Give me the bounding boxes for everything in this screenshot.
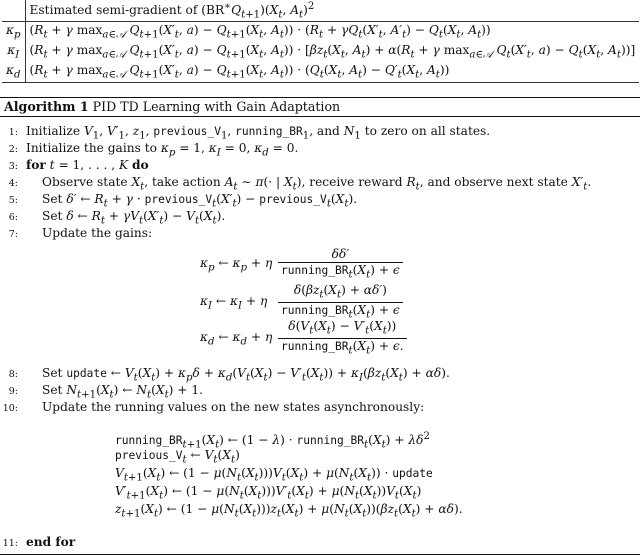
line-number: 1: — [8, 127, 18, 138]
line-number: 3: — [8, 161, 18, 172]
algorithm-label: Algorithm 1 — [4, 99, 89, 114]
table-row-ki — [2, 42, 639, 62]
line-number: 11: — [2, 538, 18, 549]
table-row-kd — [2, 62, 639, 83]
algorithm-caption — [4, 99, 340, 114]
algo-line-5: 5: Set δ′ ← $R_t + \gamma$ · $previous\_V_t(X'_t)$ − $previous\_V_t(X_t)$. — [0, 191, 357, 207]
table-row-kp — [2, 22, 639, 43]
running-update-5: $z_{t+1}(X_t)$ ← $(1 - \mu(N_t(X_t)))z_t(X_t) + \mu(N_t(X_t))(\beta z_t(X_t) + \alpha\delta)$. — [115, 502, 463, 520]
algo-line-4: 4: Observe state $X_t$, take action $A_t$ ∼ π(· | $X_t$), receive reward $R_t$, and observe next state $X'_t$. — [0, 174, 591, 190]
algorithm-title: PID TD Learning with Gain Adaptation — [92, 99, 341, 114]
running-update-2: $previous\_V_t$ ← $V_t(X_t)$ — [115, 448, 240, 466]
running-update-3: $V_{t+1}(X_t)$ ← $(1 - \mu(N_t(X_t)))V_t(X_t) + \mu(N_t(X_t))$ · update — [115, 466, 433, 484]
algo-line-9: 9: Set $N_{t+1}(X_t)$ ← $N_t(X_t) + 1$. — [0, 382, 203, 398]
running-update-1: $running\_BR_{t+1}(X_t)$ ← $(1 - \lambda) \cdot running\_BR_t(X_t) + \lambda\delta^2$ — [115, 431, 430, 451]
symbol-kappa-d: $\kappa_d$ — [2, 62, 25, 83]
semi-gradient-table — [2, 0, 639, 83]
algo-line-7: 7: Update the gains: — [0, 225, 152, 241]
algo-line-11: 11: end for — [0, 534, 75, 550]
expr-kappa-d: ($R_t + \gamma$ $\max_{a\in 𝒜} Q_{t+1}(X'_t$, $a) - Q_{t+1}(X_t$, $A_t)) \cdot (Q_t(X_t$, $A_t) - Q'_t(X_t$, $A_t$)) — [25, 62, 639, 83]
symbol-kappa-p: $\kappa_p$ — [2, 22, 25, 43]
expr-kappa-p: ($R_t + \gamma$ $\max_{a\in 𝒜} Q_{t+1}(X'_t$, $a) - Q_{t+1}(X_t$, $A_t)) \cdot (R_t + \gamma Q_t(X'_t$, $A'_t) - Q_t(X_t$, $A_t$)) — [29, 22, 491, 41]
symbol-kappa-i: $\kappa_I$ — [2, 42, 25, 62]
algo-line-8: 8: Set update ← $V_t(X_t) + \kappa_p\delta + \kappa_d(V_t(X_t) - V'_t(X_t)) + \kappa_I(\beta z_t(X_t) + \alpha\delta)$. — [0, 365, 450, 381]
algo-line-2: 2: Initialize the gains to $\kappa_p = 1$, $\kappa_I = 0$, $\kappa_d = 0$. — [0, 140, 298, 156]
gain-update-ki: $\kappa_I$ ← $\kappa_I + \eta$ $\frac{\delta(\beta z_t(X_t) + \alpha\delta')}{running\_BR_t(X_t) + \epsilon}$ — [200, 283, 403, 323]
algo-line-1: 1: Initialize $V_1$, $V'_1$, $z_1$, $previous\_V_1$, $running\_BR_1$, and $N_1$ to zero on all states. — [0, 123, 490, 139]
algorithm-caption-rule — [0, 116, 640, 117]
gain-update-kd: $\kappa_d$ ← $\kappa_d + \eta$ $\frac{\delta(V_t(X_t) - V'_t(X_t))}{running\_BR_t(X_t) + \epsilon.}$ — [200, 319, 407, 359]
line-number: 2: — [8, 144, 18, 155]
algorithm-box — [0, 97, 640, 555]
algorithm-top-rule — [0, 97, 640, 98]
table-header: Estimated semi-gradient of $(BR^∗Q_{t+1})(X_t$, $A_t)^2$ — [25, 0, 639, 22]
line-number: 10: — [2, 403, 18, 414]
running-update-4: $V'_{t+1}(X_t)$ ← $(1 - \mu(N_t(X_t)))V'_t(X_t) + \mu(N_t(X_t))V_t(X_t)$ — [115, 484, 422, 502]
line-number: 9: — [8, 386, 18, 397]
line-number: 6: — [8, 212, 18, 223]
line-number: 5: — [8, 195, 18, 206]
algo-line-10: 10: Update the running values on the new states asynchronously: — [0, 399, 424, 415]
algo-line-3: 3: for t = 1, . . . , K do — [0, 157, 149, 173]
gain-update-kp: $\kappa_p$ ← $\kappa_p + \eta$ $\frac{\delta\delta'}{running\_BR_t(X_t) + \epsilon}$ — [200, 247, 403, 282]
expr-kappa-i: ($R_t + \gamma$ $\max_{a\in 𝒜} Q_{t+1}(X'_t$, $a) - Q_{t+1}(X_t$, $A_t)) \cdot [\beta z_t(X_t$, $A_t) + \alpha(R_t + \gamma$ $\max_{a\in 𝒜} Q_t(X'_t$, $a) - Q_t(X_t$, $A_t$))] — [29, 42, 636, 61]
table-header-row — [2, 0, 639, 22]
line-number: 8: — [8, 369, 18, 380]
line-number: 4: — [8, 178, 18, 189]
algo-line-6: 6: Set δ ← $R_t + \gamma V_t(X'_t) - V_t(X_t)$. — [0, 208, 225, 224]
line-number: 7: — [8, 229, 18, 240]
